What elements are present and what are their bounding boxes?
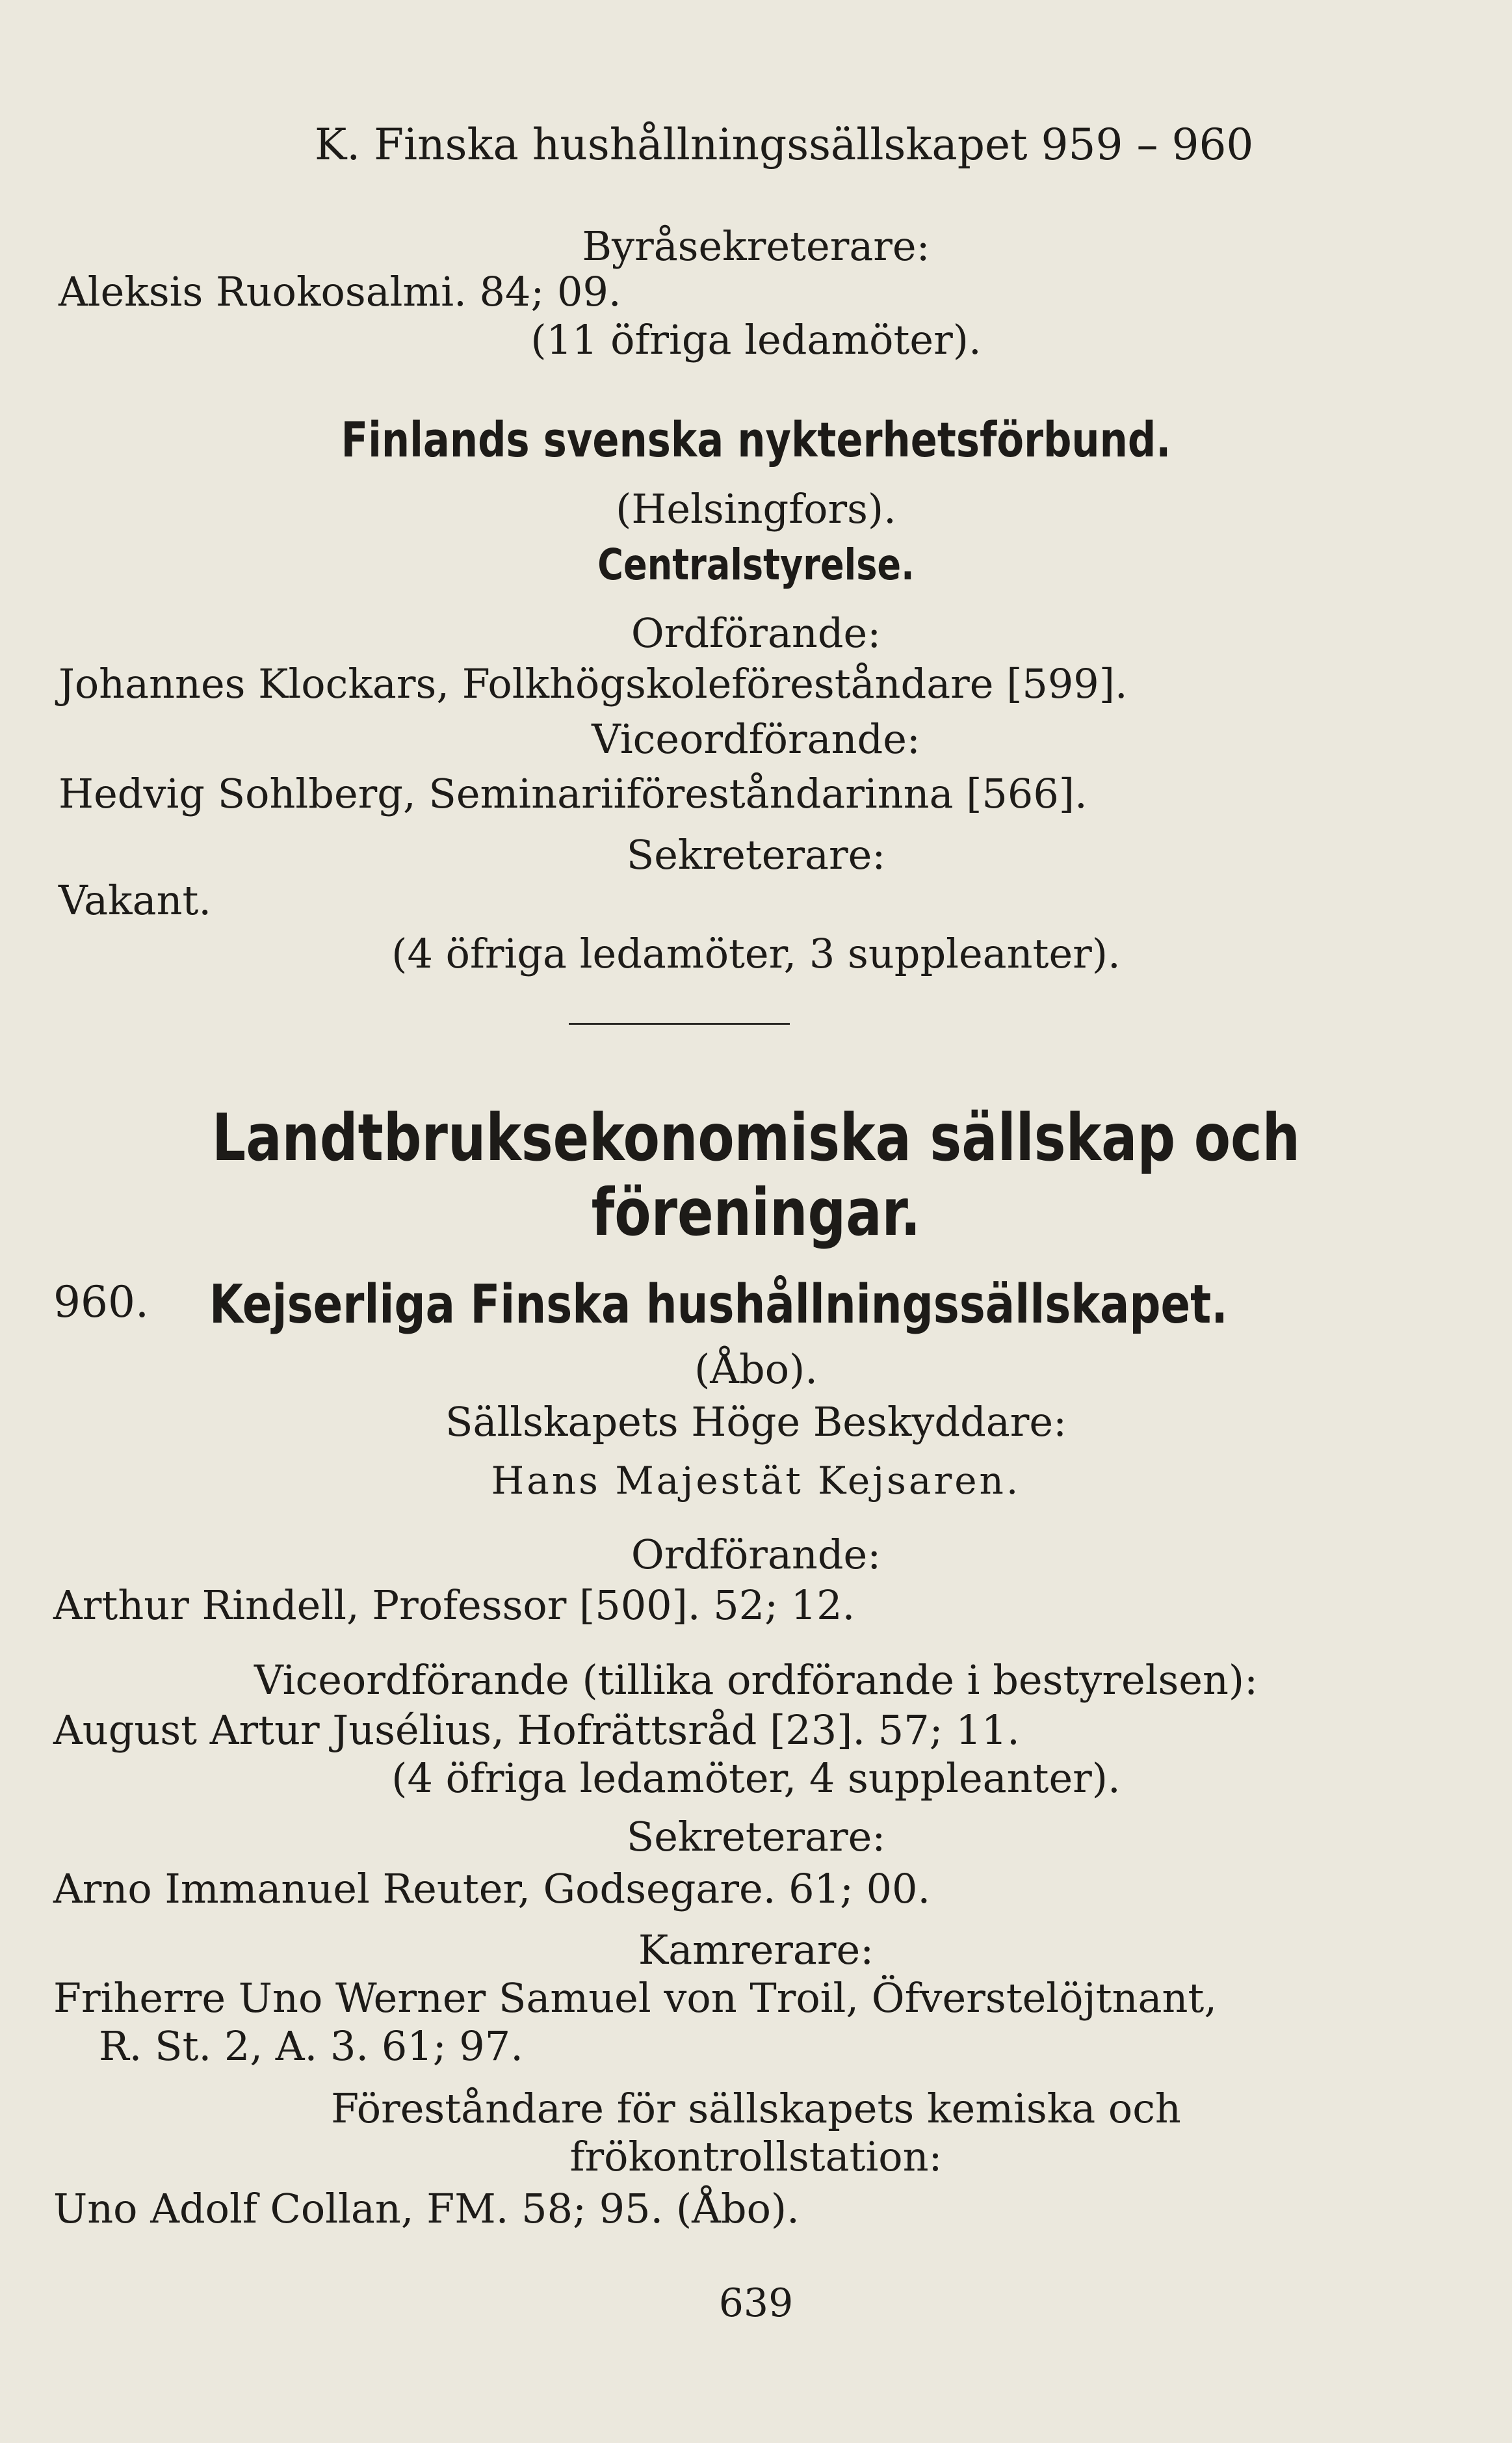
byra-role: Byråsekreterare:	[582, 222, 930, 270]
nykterhet-sec: Vakant.	[59, 877, 212, 924]
entry-number: 960.	[53, 1277, 149, 1327]
chair-role: Ordförande:	[631, 1531, 881, 1578]
nykterhet-board: Centralstyrelse.	[597, 540, 915, 590]
patron-role: Sällskapets Höge Beskyddare:	[445, 1398, 1067, 1446]
nykterhet-vice: Hedvig Sohlberg, Seminariiföreståndarinna [566].	[59, 770, 1088, 817]
treasurer-role: Kamrerare:	[638, 1926, 874, 1974]
nykterhet-place: (Helsingfors).	[616, 485, 896, 533]
section-divider	[569, 1023, 790, 1025]
entry-place: (Åbo).	[694, 1345, 818, 1393]
treasurer-name: Friherre Uno Werner Samuel von Troil, Öfverstelöjtnant,	[53, 1974, 1218, 2022]
sec-name: Arno Immanuel Reuter, Godsegare. 61; 00.	[53, 1865, 931, 1912]
patron-name: Hans Majestät Kejsaren.	[491, 1459, 1021, 1503]
station-name: Uno Adolf Collan, FM. 58; 95. (Åbo).	[53, 2185, 800, 2232]
entry-others: (4 öfriga ledamöter, 4 suppleanter).	[391, 1754, 1121, 1802]
nykterhet-vice-role: Viceordförande:	[592, 715, 920, 763]
section-heading-line2: föreningar.	[591, 1174, 921, 1250]
page-number: 639	[718, 2280, 794, 2326]
station-role-cont: frökontrollstation:	[569, 2133, 943, 2180]
section-heading-line1: Landtbruksekonomiska sällskap och	[211, 1100, 1301, 1176]
entry-title: Kejserliga Finska hushållningssällskapet.	[209, 1274, 1228, 1336]
nykterhet-chair-role: Ordförande:	[631, 609, 881, 657]
nykterhet-chair: Johannes Klockars, Folkhögskoleföreståndare [599].	[59, 660, 1128, 707]
station-role: Föreståndare för sällskapets kemiska och	[331, 2085, 1181, 2132]
vice-role: Viceordförande (tillika ordförande i bestyrelsen):	[254, 1656, 1258, 1704]
section-title-nykterhet: Finlands svenska nykterhetsförbund.	[341, 412, 1171, 468]
byra-name: Aleksis Ruokosalmi. 84; 09.	[59, 268, 621, 315]
chair-name: Arthur Rindell, Professor [500]. 52; 12.	[53, 1581, 855, 1629]
sec-role: Sekreterare:	[626, 1813, 886, 1860]
byra-others: (11 öfriga ledamöter).	[530, 316, 982, 363]
nykterhet-sec-role: Sekreterare:	[626, 831, 886, 878]
treasurer-name-cont: R. St. 2, A. 3. 61; 97.	[99, 2022, 523, 2070]
vice-name: August Artur Jusélius, Hofrättsråd [23]. 57; 11.	[53, 1706, 1020, 1754]
running-head: K. Finska hushållningssällskapet 959 – 960	[315, 120, 1254, 170]
nykterhet-others: (4 öfriga ledamöter, 3 suppleanter).	[391, 930, 1121, 977]
